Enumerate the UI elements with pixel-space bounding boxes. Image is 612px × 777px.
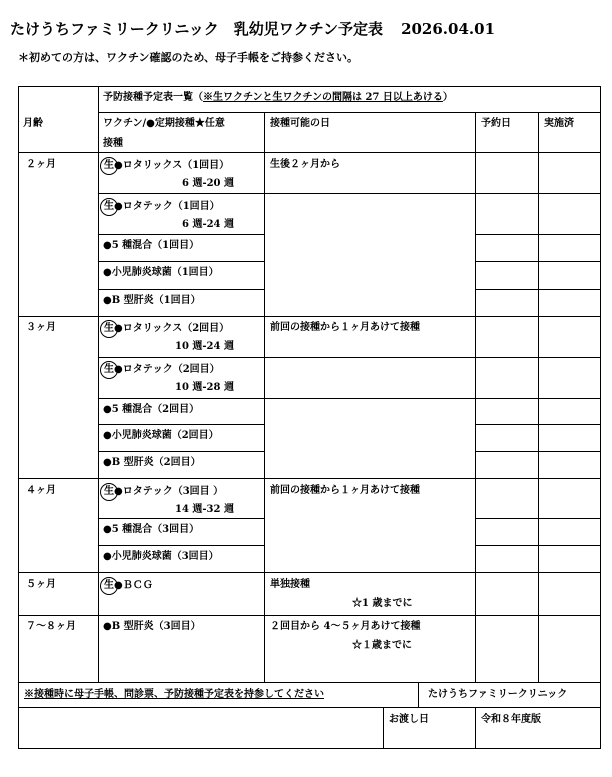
vaccine-period: 14 週-32 週 (175, 504, 234, 515)
page-title: たけうちファミリークリニック 乳幼児ワクチン予定表 2026.04.01 (10, 20, 496, 38)
clinic-name: たけうちファミリークリニック (428, 689, 568, 700)
header-vaccine: ワクチン/●定期接種★任意 (103, 118, 225, 129)
vaccine-row: ●5 種混合（3回目） (103, 524, 200, 535)
vaccine-period: 10 週-24 週 (175, 341, 234, 352)
vaccine-row: ●B 型肝炎（2回目） (103, 457, 201, 468)
live-mark: 生 (100, 483, 118, 501)
vaccine-row: ●5 種混合（1回目） (103, 240, 200, 251)
age-2m: ２ヶ月 (26, 159, 56, 170)
table-caption: 予防接種予定表一覧（※生ワクチンと生ワクチンの間隔は 27 日以上あける） (103, 92, 453, 103)
live-mark: 生 (100, 577, 118, 595)
vaccine-period: 6 週-24 週 (182, 219, 234, 230)
fiscal-year: 令和８年度版 (481, 714, 541, 725)
vaccine-row: 生●ロタテック（1回目） (103, 198, 220, 216)
vaccine-row: 生●ロタリックス（1回目） (103, 157, 229, 175)
vaccine-row: 生●ロタリックス（2回目） (103, 320, 229, 338)
header-vaccine-line2: 接種 (103, 138, 123, 149)
vaccine-row: 生●ＢＣＧ (103, 577, 153, 595)
possible-date: 前回の接種から１ヶ月あけて接種 (270, 322, 420, 333)
live-mark: 生 (100, 320, 118, 338)
header-done: 実施済 (544, 118, 574, 129)
issue-date: 2026.04.01 (401, 20, 496, 38)
vaccine-row: ●5 種混合（2回目） (103, 404, 200, 415)
intro-note: ＊初めての方は、ワクチン確認のため、母子手帳をご持参ください。 (18, 51, 359, 64)
header-possible-date: 接種可能の日 (270, 118, 330, 129)
vaccine-row: ●小児肺炎球菌（2回目） (103, 430, 219, 441)
age-7-8m: ７～８ヶ月 (26, 621, 76, 632)
age-3m: ３ヶ月 (26, 322, 56, 333)
possible-date: ２回目から 4～５ヶ月あけて接種 (270, 621, 421, 632)
live-mark: 生 (100, 157, 118, 175)
handed-date-label: お渡し日 (389, 714, 429, 725)
footer-notice: ※接種時に母子手帳、問診票、予防接種予定表を持参してください (24, 689, 324, 700)
possible-date: 生後２ヶ月から (270, 159, 340, 170)
vaccine-period: 6 週-20 週 (182, 178, 234, 189)
vaccine-row: ●B 型肝炎（3回目） (103, 621, 201, 632)
header-age: 月齢 (23, 118, 43, 129)
vaccine-period: 10 週-28 週 (175, 382, 234, 393)
vaccine-row: 生●ロタテック（3回目 ） (103, 483, 223, 501)
possible-date-note: ☆1 歳までに (352, 598, 413, 609)
header-reserved: 予約日 (481, 118, 511, 129)
live-mark: 生 (100, 198, 118, 216)
vaccine-row: 生●ロタテック（2回目） (103, 361, 220, 379)
possible-date-note: ☆１歳までに (352, 640, 412, 651)
age-4m: ４ヶ月 (26, 485, 56, 496)
vaccine-row: ●小児肺炎球菌（1回目） (103, 267, 219, 278)
vaccine-row: ●小児肺炎球菌（3回目） (103, 551, 219, 562)
possible-date: 単独接種 (270, 579, 310, 590)
possible-date: 前回の接種から１ヶ月あけて接種 (270, 485, 420, 496)
live-mark: 生 (100, 361, 118, 379)
age-5m: ５ヶ月 (26, 579, 56, 590)
vaccine-row: ●B 型肝炎（1回目） (103, 295, 201, 306)
